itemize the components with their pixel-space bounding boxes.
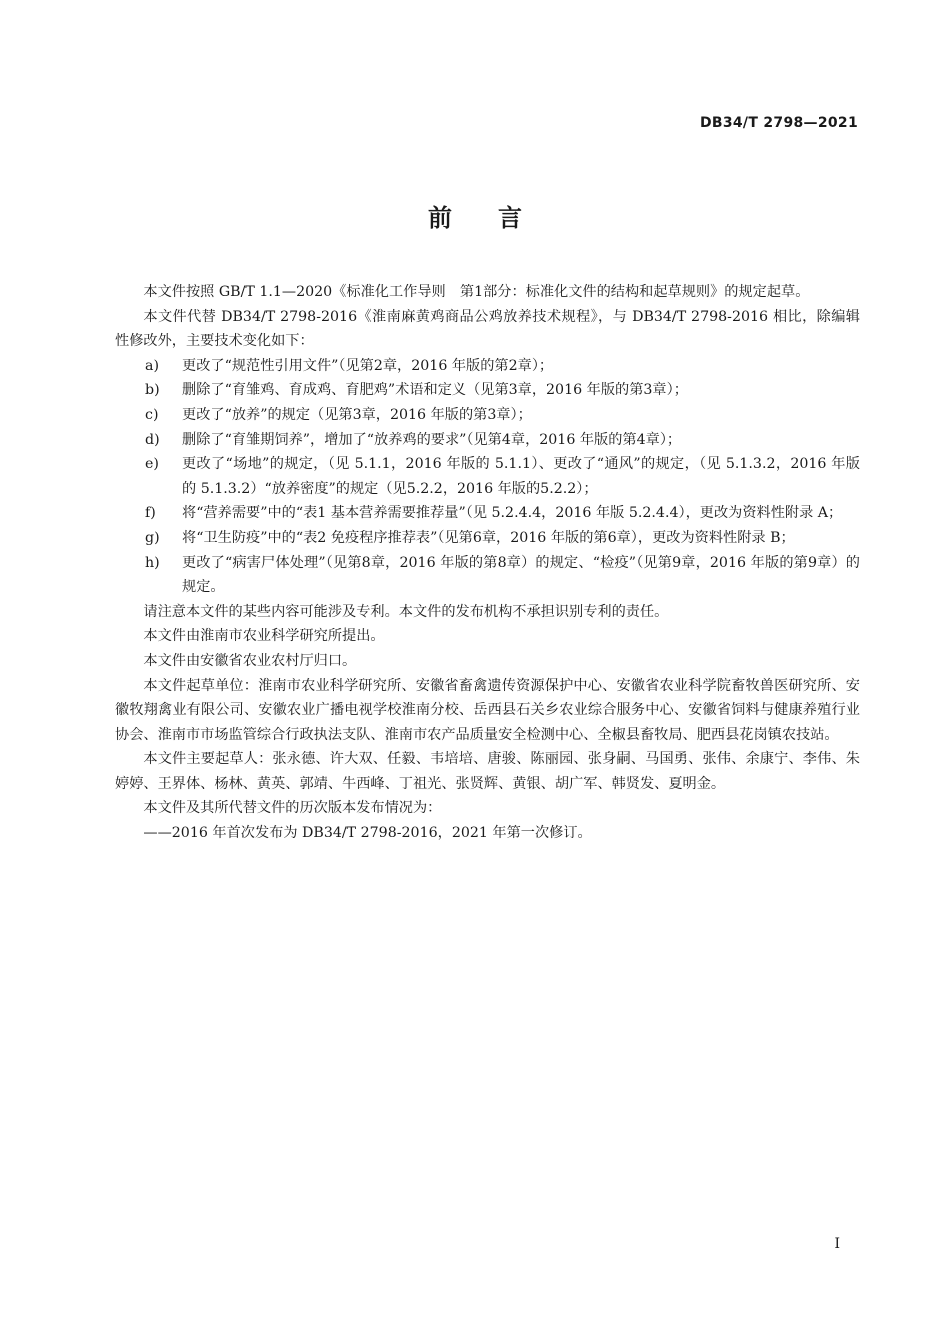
list-marker: a) [145,357,159,374]
document-code: DB34/T 2798—2021 [699,115,858,131]
list-marker: b) [145,382,160,399]
list-item [145,378,860,403]
list-marker: g) [145,529,160,546]
list-marker: h) [145,554,160,571]
list-text: 更改了“规范性引用文件”（见第2章，2016 年版的第2章）； [182,357,554,374]
list-marker: d) [145,431,160,448]
list-text: 删除了“育雏鸡、育成鸡、育肥鸡”术语和定义（见第3章，2016 年版的第3章）； [182,382,688,399]
foreword-body [115,280,860,846]
paragraph-drafting-basis: 本文件按照 GB/T 1.1—2020《标准化工作导则 第1部分：标准化文件的结构和起草规则》的规定起草。 [143,284,810,300]
paragraph-drafting-units: 本文件起草单位：淮南市农业科学研究所、安徽省畜禽遗传资源保护中心、安徽省农业科学院畜牧兽医研究所、安徽牧翔禽业有限公司、安徽农业广播电视学校淮南分校、岳西县石关乡农业综合服务中心、安徽省饲料与健康养殖行业协会、淮南市市场监管综合行政执法支队、淮南市农产品质量安全检测中心、全椒县畜牧局、肥西县花岗镇农技站。 [115,677,860,743]
list-text: 更改了“病害尸体处理”（见第8章，2016 年版的第8章）的规定、“检疫”（见第9章，2016 年版的第9章）的规定。 [182,554,860,596]
list-text: 更改了“放养”的规定（见第3章，2016 年版的第3章）； [182,406,532,423]
list-item [145,551,860,600]
paragraph-replacement: 本文件代替 DB34/T 2798-2016《淮南麻黄鸡商品公鸡放养技术规程》，与 DB34/T 2798-2016 相比，除编辑性修改外，主要技术变化如下： [115,308,860,350]
list-marker: f) [145,505,156,522]
paragraph-proposer: 本文件由淮南市农业科学研究所提出。 [143,628,385,645]
list-item [145,526,860,551]
paragraph-drafters: 本文件主要起草人：张永德、许大双、任毅、韦培培、唐骏、陈丽园、张身嗣、马国勇、张伟、余康宁、李伟、朱婷婷、王界体、杨林、黄英、郭靖、牛西峰、丁祖光、张贤辉、黄银、胡广军、韩贤发、夏明金。 [115,751,860,792]
list-marker: e) [145,456,159,473]
list-item [145,452,860,501]
list-marker: c) [145,406,159,423]
changes-list [115,354,860,600]
title-char-1: 前 [428,204,452,232]
list-text: 将“营养需要”中的“表1 基本营养需要推荐量”（见 5.2.4.4，2016 年版 5.2.4.4），更改为资料性附录 A； [182,505,843,522]
list-item [145,501,860,526]
list-item [145,354,860,379]
paragraph-patent-notice: 请注意本文件的某些内容可能涉及专利。本文件的发布机构不承担识别专利的责任。 [143,603,669,620]
list-item [145,428,860,453]
list-text: 更改了“场地”的规定，（见 5.1.1，2016 年版的 5.1.1）、更改了“通风”的规定，（见 5.1.3.2，2016 年版的 5.1.3.2）“放养密度”的规定（见5.2.2，2016 年版的5.2.2）； [182,456,860,497]
title-char-2: 言 [498,204,522,232]
page-number: I [834,1236,840,1252]
paragraph-history-item: ——2016 年首次发布为 DB34/T 2798-2016，2021 年第一次修订。 [143,825,592,842]
list-text: 将“卫生防疫”中的“表2 免疫程序推荐表”（见第6章，2016 年版的第6章），更改为资料性附录 B； [182,529,795,546]
list-text: 删除了“育雏期饲养”，增加了“放养鸡的要求”（见第4章，2016 年版的第4章）； [182,431,682,448]
paragraph-administrator: 本文件由安徽省农业农村厅归口。 [143,652,357,669]
paragraph-history-intro: 本文件及其所代替文件的历次版本发布情况为： [143,800,442,817]
list-item [145,403,860,428]
page-title [0,198,950,233]
